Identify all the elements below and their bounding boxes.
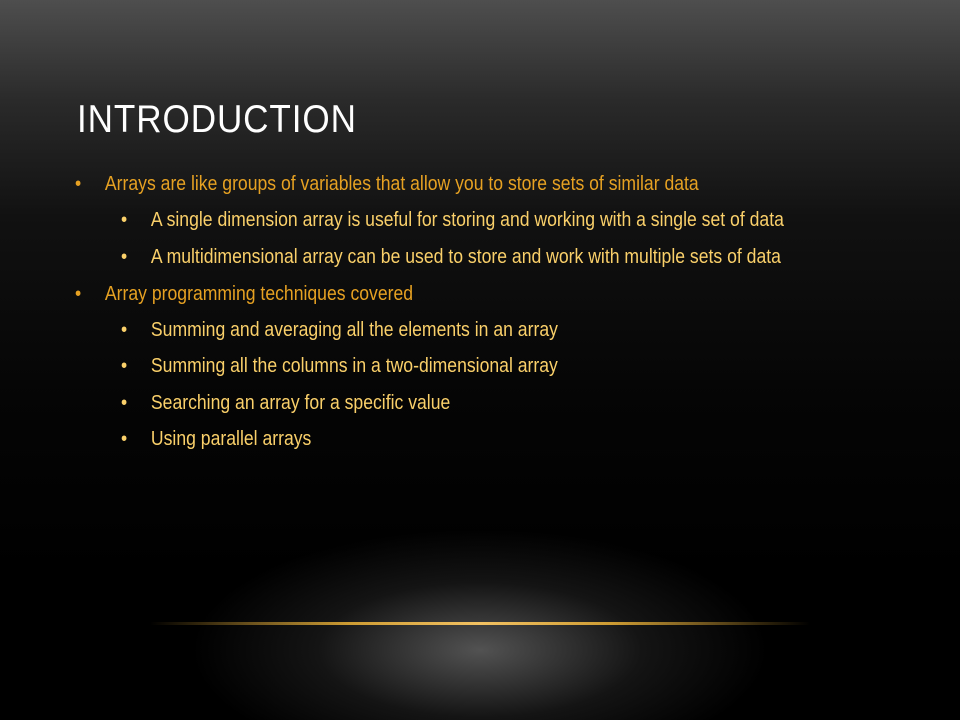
bullet-text: Using parallel arrays: [150, 428, 312, 450]
bullet-text: Searching an array for a specific value: [150, 392, 451, 414]
sub-bullet-item: [121, 210, 836, 230]
slide-title: INTRODUCTION: [77, 98, 357, 141]
bullet-icon: •: [75, 173, 82, 195]
sub-bullet-item: [121, 356, 836, 376]
bullet-text: Array programming techniques covered: [104, 283, 414, 305]
bullet-text: A multidimensional array can be used to store and work with multiple sets of data: [150, 246, 781, 268]
bullet-icon: •: [121, 209, 128, 231]
sub-bullet-item: [121, 320, 836, 340]
bullet-icon: •: [121, 392, 128, 414]
accent-divider: [150, 622, 810, 625]
sub-bullet-item: [121, 393, 836, 413]
bullet-text: A single dimension array is useful for storing and working with a single set of data: [150, 209, 784, 231]
sub-bullet-item: [121, 429, 836, 449]
bullet-icon: •: [121, 319, 128, 341]
bullet-icon: •: [121, 246, 128, 268]
bullet-list: [0, 168, 960, 449]
bullet-item: [75, 284, 779, 304]
bullet-icon: •: [75, 283, 82, 305]
bullet-icon: •: [121, 428, 128, 450]
bullet-item: [75, 174, 779, 194]
bullet-text: Summing and averaging all the elements in an array: [150, 319, 558, 341]
sub-bullet-item: [121, 247, 836, 267]
bullet-icon: •: [121, 355, 128, 377]
bullet-text: Summing all the columns in a two-dimensional array: [150, 355, 558, 377]
bullet-text: Arrays are like groups of variables that allow you to store sets of similar data: [104, 173, 699, 195]
